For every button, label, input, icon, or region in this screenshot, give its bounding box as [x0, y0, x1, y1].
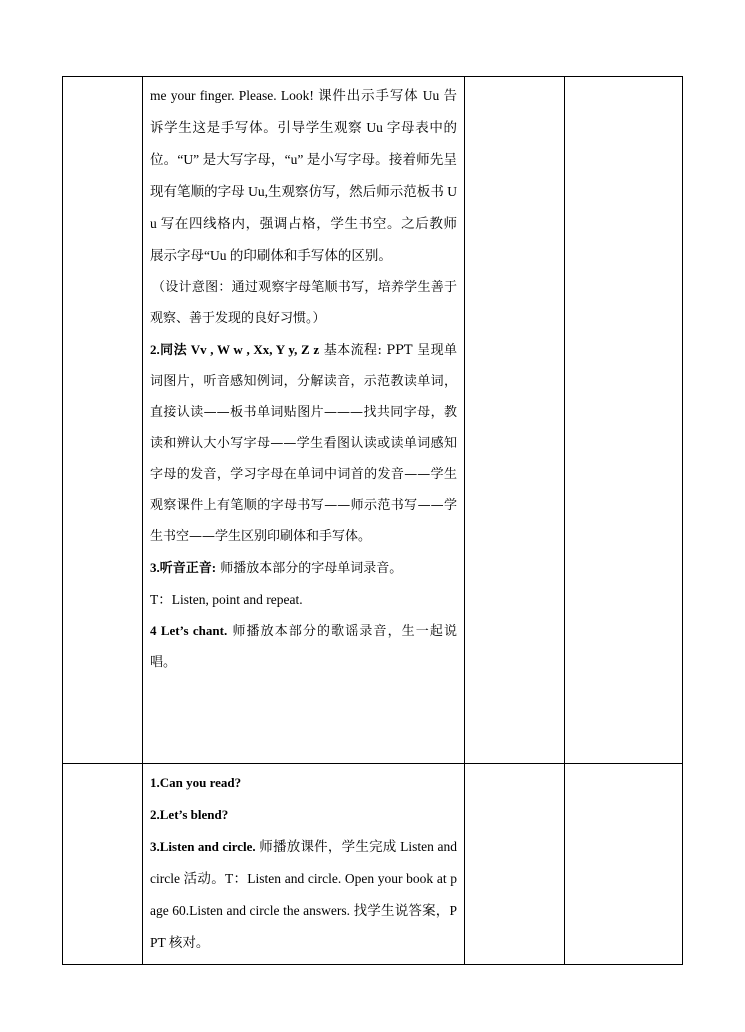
table-cell-practice — [143, 764, 465, 965]
paragraph-same-method: 2.同法 Vv , W w , Xx, Y y, Z z 基本流程: PPT 呈现单词图片，听音感知例词，分解读音，示范教读单词，直接认读——板书单词贴图片———找共同字母，教读和辨认大小写字母——学生看图认读或读单词感知字母的发音，学习字母在单词中词首的发音——学生观察课件上有笔顺的字母书写——师示范书写——学生书空——学生区别印刷体和手写体。 — [150, 342, 457, 544]
paragraph-can-you-read: 1.Can you read? — [150, 775, 242, 790]
paragraph-lead: 3.听音正音: — [150, 560, 217, 575]
table-cell-empty-4 — [565, 77, 683, 764]
table-row — [63, 764, 683, 965]
paragraph-uu-handwriting: me your finger. Please. Look! 课件出示手写体 Uu 告诉学生这是手写体。引导学生观察 Uu 字母表中的位。“U” 是大写字母，“u” 是小写字母。接着师先呈现有笔顺的字母 Uu,生观察仿写，然后师示范板书 Uu 写在四线格内，强调占格，学生书空。之后教师展示字母“Uu 的印刷体和手写体的区别。 — [150, 88, 457, 263]
paragraph-lead: 3.Listen and circle. — [150, 839, 256, 854]
table-cell-empty-3 — [465, 764, 565, 965]
paragraph-listen-circle: 3.Listen and circle. 师播放课件，学生完成 Listen and circle 活动。T：Listen and circle. Open your book at page 60.Listen and circle the answers. 找学生说答案，PPT 核对。 — [150, 839, 457, 950]
table-cell-process — [143, 77, 465, 764]
lesson-plan-table — [62, 76, 683, 965]
table-cell-empty-4 — [565, 764, 683, 965]
table-cell-empty-left — [63, 77, 143, 764]
paragraph-listen-correct: 3.听音正音: 师播放本部分的字母单词录音。 — [150, 560, 403, 576]
table-cell-empty-left — [63, 764, 143, 965]
paragraph-lets-chant: 4 Let’s chant. 师播放本部分的歌谣录音，生一起说唱。 — [150, 623, 457, 670]
paragraph-lets-blend: 2.Let’s blend? — [150, 807, 229, 822]
paragraph-teacher-instruction: T：Listen, point and repeat. — [150, 592, 303, 607]
paragraph-lead: 2.同法 Vv , W w , Xx, Y y, Z z — [150, 342, 320, 357]
paragraph-design-intent: （设计意图：通过观察字母笔顺书写，培养学生善于观察、善于发现的良好习惯。） — [150, 280, 457, 326]
table-cell-empty-3 — [465, 77, 565, 764]
table-row — [63, 77, 683, 764]
paragraph-lead: 4 Let’s chant. — [150, 623, 228, 638]
